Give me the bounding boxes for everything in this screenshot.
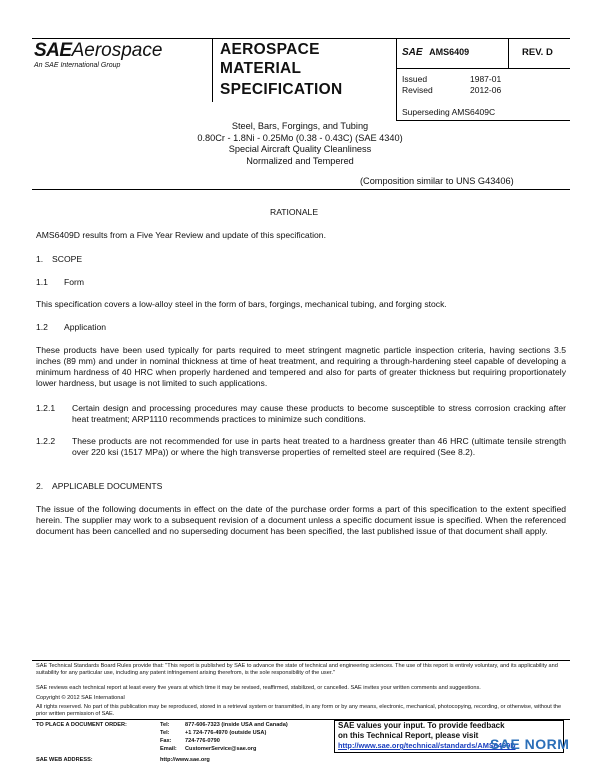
footer-top-rule	[32, 660, 570, 661]
doc-type-title	[220, 40, 342, 99]
section-1-number: 1.	[36, 254, 44, 264]
fax-value: 724-776-0790	[185, 738, 220, 744]
section-1-2-2-number: 1.2.2	[36, 436, 56, 446]
tel-label: Tel:	[160, 722, 170, 728]
doc-type-line-3: SPECIFICATION	[220, 81, 343, 98]
sae-aerospace-logo	[34, 40, 162, 62]
header-divider-right	[508, 38, 509, 68]
email-label: Email:	[160, 746, 177, 752]
email-value[interactable]: CustomerService@sae.org	[185, 746, 257, 752]
logo-aerospace-text: Aerospace	[71, 40, 163, 61]
revised-value: 2012-06	[470, 85, 502, 95]
footer-review-notice: SAE reviews each technical report at least every five years at which time it may be revised, reaffirmed, stabilized, or cancelled. SAE invites your written comments and suggestions.	[36, 685, 481, 691]
doc-type-line-2: MATERIAL	[220, 60, 302, 77]
section-2-title: APPLICABLE DOCUMENTS	[52, 481, 163, 491]
rationale-heading: RATIONALE	[270, 207, 319, 217]
material-title-block	[150, 121, 450, 167]
section-1-2-1-number: 1.2.1	[36, 403, 56, 413]
sae-mark: SAE	[402, 47, 423, 58]
title-line-1: Steel, Bars, Forgings, and Tubing	[231, 121, 369, 131]
footer-standards-notice: SAE Technical Standards Board Rules provide that: "This report is published by SAE to advance the state of technical and engineering sciences. The use of this report is entirely voluntary, and its applicability and suitability for any particular use, including any patent infringement arising therefrom, is the sole responsibility of the user."	[36, 663, 558, 677]
issued-value: 1987-01	[470, 74, 502, 84]
feedback-url-link[interactable]: http://www.sae.org/technical/standards/AMS6409D	[338, 741, 516, 750]
feedback-line-1: SAE values your input. To provide feedback	[338, 721, 505, 730]
section-1-1-number: 1.1	[36, 277, 48, 287]
composition-note: (Composition similar to UNS G43406)	[360, 176, 514, 186]
web-address-value[interactable]: http://www.sae.org	[160, 757, 210, 763]
order-label: TO PLACE A DOCUMENT ORDER:	[36, 722, 127, 728]
title-bottom-rule	[32, 189, 570, 190]
logo-sae-text: SAE	[34, 40, 72, 61]
issued-label: Issued	[402, 74, 428, 84]
section-1-2-2-text: These products are not recommended for use in parts heat treated to a hardness greater than 46 HRC (ultimate tensile strength over 220 ksi (1517 MPa)) or where the high transverse properties of remelted steel are required (See 8.2).	[72, 436, 566, 457]
section-1-2-text: These products have been used typically for parts required to meet stringent magnetic particle inspection criteria, having sections 3.5 inches (89 mm) and under in nominal thickness at time of heat treatment, and requiring a through-hardening steel capable of developing a minimum hardness of 40 HRC when properly hardened and tempered and also for parts of greater thickness but requiring proportionately lower hardness, but usage is not limited to such applications.	[36, 345, 566, 388]
tel-value: 877-606-7323 (inside USA and Canada)	[185, 722, 288, 728]
section-1-1-title: Form	[64, 277, 85, 287]
header-divider-mid	[396, 38, 397, 120]
doc-number-cell	[402, 47, 469, 58]
section-2-number: 2.	[36, 481, 44, 491]
title-line-4: Normalized and Tempered	[246, 155, 354, 166]
section-1-2-title: Application	[64, 322, 107, 332]
header-mid-rule	[396, 68, 570, 69]
doc-type-line-1: AEROSPACE	[220, 41, 320, 58]
tel2-label: Tel:	[160, 730, 170, 736]
feedback-line-2: on this Technical Report, please visit	[338, 731, 479, 740]
web-address-label: SAE WEB ADDRESS:	[36, 757, 93, 763]
section-2-text: The issue of the following documents in effect on the date of the purchase order forms a part of this specification to the extent specified herein. The supplier may work to a subsequent revision of a document unless a specific document issue is specified. When the referenced document has been cancelled and no superseding document has been specified, the last published issue of that document shall apply.	[36, 504, 566, 536]
header-top-rule	[32, 38, 570, 39]
rationale-text: AMS6409D results from a Five Year Review and update of this specification.	[36, 230, 326, 240]
footer-rights-notice: All rights reserved. No part of this publication may be reproduced, stored in a retrieval system or transmitted, in any form or by any means, electronic, mechanical, photocopying, recording, or otherwise, without the prior written permission of SAE.	[36, 704, 562, 718]
footer-copyright: Copyright © 2012 SAE International	[36, 695, 125, 701]
logo-subtitle: An SAE International Group	[34, 62, 121, 69]
doc-number: AMS6409	[429, 47, 470, 57]
revised-label: Revised	[402, 85, 433, 95]
title-line-3: Special Aircraft Quality Cleanliness	[228, 144, 372, 154]
fax-label: Fax:	[160, 738, 172, 744]
title-line-2: 0.80Cr - 1.8Ni - 0.25Mo (0.38 - 0.43C) (SAE 4340)	[197, 132, 403, 143]
revision-label: REV. D	[522, 47, 553, 58]
section-1-2-1-text: Certain design and processing procedures may cause these products to become susceptible to stress corrosion cracking after heat treatment; ARP1110 recommends practices to minimize such conditions.	[72, 403, 566, 424]
watermark-text: SAE NORM	[490, 736, 570, 752]
superseding-text: Superseding AMS6409C	[402, 107, 496, 117]
tel2-value: +1 724-776-4970 (outside USA)	[185, 730, 267, 736]
section-1-title: SCOPE	[52, 254, 83, 264]
section-1-1-text: This specification covers a low-alloy steel in the form of bars, forgings, mechanical tubing, and forging stock.	[36, 299, 447, 309]
section-1-2-number: 1.2	[36, 322, 48, 332]
sae-norm-watermark	[490, 736, 569, 754]
header-divider-left	[212, 38, 213, 102]
